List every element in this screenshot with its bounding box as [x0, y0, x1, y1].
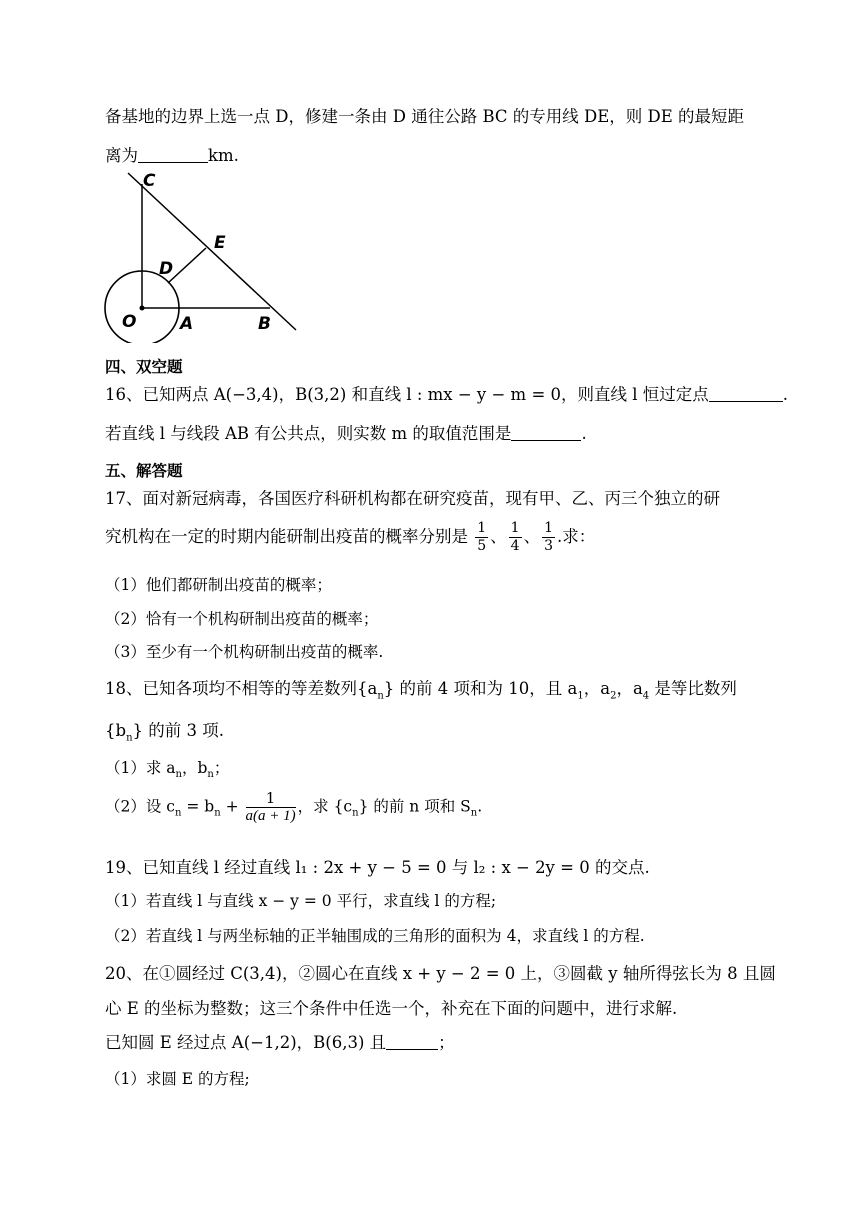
q18-text: ，求 {c — [297, 797, 353, 816]
q20-line2: 心 E 的坐标为整数；这三个条件中任选一个，补充在下面的问题中，进行求解. — [105, 999, 678, 1018]
q20-line1: 20、在①圆经过 C(3,4)，②圆心在直线 x + y − 2 = 0 上，③圆截 y 轴所得弦长为 8 且圆 — [105, 964, 776, 983]
q20-line3 — [105, 1029, 455, 1053]
fraction-1-3: $\frac{1}{3}$ — [544, 520, 554, 554]
label-c: C — [143, 171, 156, 191]
line-bc — [128, 173, 296, 330]
q18-text: = b — [181, 797, 215, 816]
q19-sub1: （1）若直线 l 与直线 x − y = 0 平行，求直线 l 的方程; — [105, 892, 497, 910]
subscript: n — [174, 807, 182, 819]
separator: 、 — [490, 527, 507, 546]
q16-end2: . — [581, 424, 587, 443]
q16-text2: 若直线 l 与线段 AB 有公共点，则实数 m 的取值范围是 — [105, 424, 512, 443]
q18-text: ，b — [181, 759, 208, 777]
subscript: n — [207, 769, 214, 781]
q17-sub2: （2）恰有一个机构研制出疫苗的概率； — [105, 610, 379, 628]
q16-end: . — [782, 385, 789, 404]
q20-sub1: （1）求圆 E 的方程; — [105, 1070, 250, 1088]
label-d: D — [159, 259, 174, 279]
q17-end: .求： — [557, 527, 596, 546]
q18-text: 是等比数列 — [649, 679, 737, 698]
label-a: A — [180, 314, 194, 334]
q18-text: + — [220, 797, 239, 816]
section-5-title: 五、解答题 — [105, 462, 183, 480]
q20-text: 已知圆 E 经过点 A(−1,2)，B(6,3) 且 — [105, 1033, 387, 1052]
subscript: n — [214, 807, 221, 819]
q16-line2 — [105, 420, 587, 444]
subscript: n — [377, 690, 384, 702]
answer-blank — [138, 146, 208, 163]
q17-sub1: （1）他们都研制出疫苗的概率； — [105, 576, 332, 594]
q18-text: 18、已知各项均不相等的等差数列{a — [105, 679, 378, 698]
answer-blank — [709, 385, 783, 402]
subscript: 1 — [577, 690, 584, 702]
subscript: n — [470, 807, 478, 819]
fraction-1-5: $\frac{1}{5}$ — [477, 520, 487, 554]
p15-line2 — [105, 142, 239, 166]
q18-text: （1）求 a — [105, 759, 176, 777]
q18-text: . — [477, 797, 483, 816]
line-de — [168, 248, 206, 283]
q16-line1 — [105, 381, 788, 405]
subscript: n — [175, 769, 182, 781]
q18-sub1 — [105, 756, 229, 780]
q18-text: ，a — [583, 679, 611, 698]
q19-sub2: （2）若直线 l 与两坐标轴的正半轴围成的三角形的面积为 4，求直线 l 的方程. — [105, 927, 645, 945]
q17-line1: 17、面对新冠病毒，各国医疗科研机构都在研究疫苗，现有甲、乙、丙三个独立的研 — [105, 489, 720, 508]
p15-unit: km. — [208, 146, 239, 165]
section-4-title: 四、双空题 — [105, 358, 183, 376]
q18-text: ； — [213, 759, 230, 777]
answer-blank — [386, 1033, 438, 1050]
fraction-1-4: $\frac{1}{4}$ — [510, 520, 520, 554]
q17-sub3: （3）至少有一个机构研制出疫苗的概率. — [105, 643, 384, 661]
q20-text: ； — [438, 1033, 455, 1052]
q16-text: 16、已知两点 A(−3,4)，B(3,2) 和直线 l : mx − y − m = 0，则直线 l 恒过定点 — [105, 385, 709, 404]
q18-text: } 的前 3 项. — [132, 721, 224, 740]
q18-text: } 的前 n 项和 S — [358, 797, 471, 816]
label-o: O — [122, 312, 137, 332]
label-b: B — [258, 314, 271, 334]
q18-line2 — [105, 717, 224, 743]
geometry-figure — [100, 168, 310, 343]
q18-text: } 的前 4 项和为 10，且 a — [383, 679, 578, 698]
fraction-q18: $\frac{1}{a(a + 1)}$ — [245, 789, 296, 824]
p15-text: 离为 — [105, 146, 138, 165]
q17-text: 究机构在一定的时期内能研制出疫苗的概率分别是 — [105, 527, 468, 546]
q18-text: {b — [105, 721, 127, 740]
separator: 、 — [523, 527, 541, 546]
q19-line1: 19、已知直线 l 经过直线 l₁ : 2x + y − 5 = 0 与 l₂ : x − 2y = 0 的交点. — [105, 858, 650, 877]
q18-line1 — [105, 675, 737, 701]
subscript: n — [352, 807, 359, 819]
subscript: 2 — [610, 690, 617, 702]
q18-text: ，a — [616, 679, 643, 698]
p15-line1: 备基地的边界上选一点 D，修建一条由 D 通往公路 BC 的专用线 DE，则 DE 的最短距 — [105, 107, 745, 126]
subscript: 4 — [642, 690, 650, 702]
point-o — [140, 306, 145, 311]
subscript: n — [126, 732, 133, 744]
q18-sub2 — [105, 790, 482, 825]
q17-line2 — [105, 520, 595, 555]
q18-text: （2）设 c — [105, 797, 175, 816]
label-e: E — [214, 233, 226, 253]
answer-blank — [511, 424, 581, 441]
